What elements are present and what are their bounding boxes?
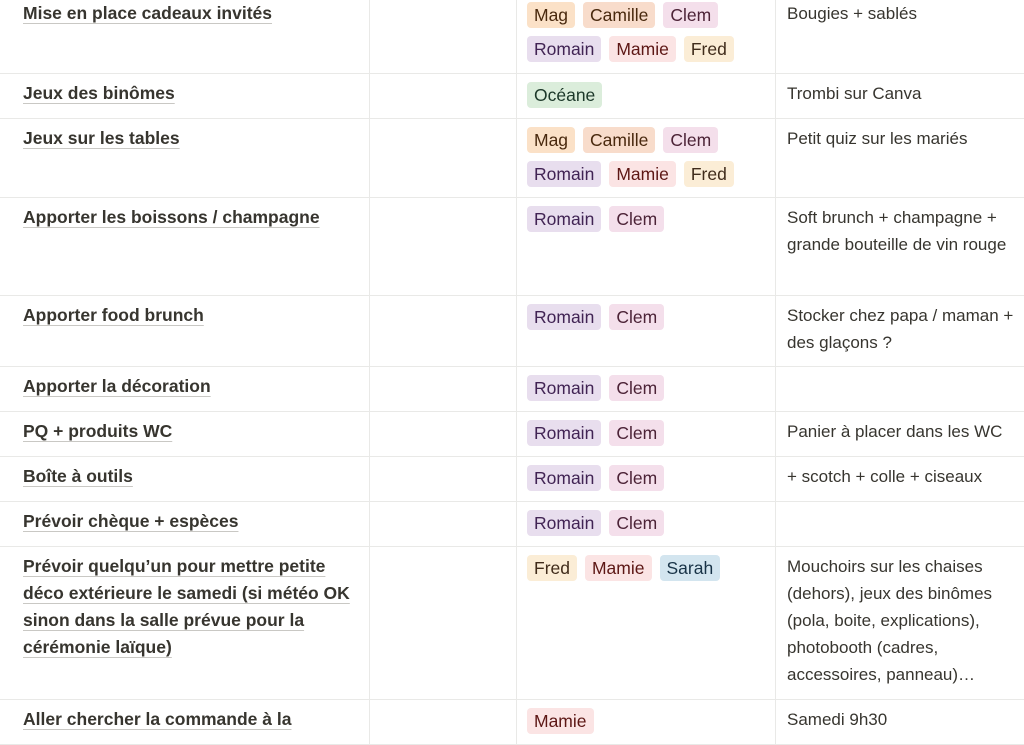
notes-text: Samedi 9h30: [787, 710, 888, 729]
notes-cell[interactable]: [776, 367, 1024, 411]
table-row[interactable]: [0, 367, 1024, 412]
person-tag[interactable]: Mag: [527, 127, 575, 153]
task-name-cell[interactable]: [0, 412, 370, 456]
task-name-cell[interactable]: [0, 547, 370, 699]
people-cell[interactable]: [517, 412, 776, 456]
notes-text: Petit quiz sur les mariés: [787, 129, 968, 148]
people-cell[interactable]: [517, 198, 776, 295]
notes-text: Trombi sur Canva: [787, 84, 922, 103]
person-tag[interactable]: Fred: [684, 36, 734, 62]
person-tag[interactable]: Mamie: [585, 555, 652, 581]
task-name-link[interactable]: Aller chercher la commande à la: [23, 709, 292, 729]
task-name-cell[interactable]: [0, 296, 370, 366]
task-name-cell[interactable]: [0, 457, 370, 501]
notes-text: Stocker chez papa / maman + des glaçons ?: [787, 306, 1014, 352]
notes-cell[interactable]: [776, 502, 1024, 546]
table-row[interactable]: [0, 547, 1024, 700]
notes-cell[interactable]: [776, 74, 1024, 118]
person-tag[interactable]: Clem: [609, 375, 664, 401]
empty-cell[interactable]: [370, 502, 517, 546]
task-name-cell[interactable]: [0, 367, 370, 411]
people-cell[interactable]: [517, 547, 776, 699]
notes-text: Bougies + sablés: [787, 4, 917, 23]
notes-cell[interactable]: [776, 457, 1024, 501]
table-row[interactable]: [0, 700, 1024, 745]
task-name-link[interactable]: Apporter food brunch: [23, 305, 204, 325]
table-row[interactable]: [0, 457, 1024, 502]
table-row[interactable]: [0, 296, 1024, 367]
people-cell[interactable]: [517, 296, 776, 366]
empty-cell[interactable]: [370, 547, 517, 699]
person-tag[interactable]: Romain: [527, 510, 601, 536]
person-tag[interactable]: Mamie: [527, 708, 594, 734]
task-name-cell[interactable]: [0, 502, 370, 546]
person-tag[interactable]: Clem: [609, 206, 664, 232]
person-tag[interactable]: Sarah: [660, 555, 721, 581]
table-row[interactable]: [0, 119, 1024, 198]
table-row[interactable]: [0, 0, 1024, 74]
notes-text: Mouchoirs sur les chaises (dehors), jeux des binômes (pola, boite, explications), photobooth (cadres, accessoires, panneau)…: [787, 557, 993, 684]
empty-cell[interactable]: [370, 119, 517, 197]
empty-cell[interactable]: [370, 367, 517, 411]
notes-cell[interactable]: [776, 198, 1024, 295]
table-row[interactable]: [0, 198, 1024, 296]
people-cell[interactable]: [517, 119, 776, 197]
empty-cell[interactable]: [370, 457, 517, 501]
people-cell[interactable]: [517, 0, 776, 73]
notes-text: Panier à placer dans les WC: [787, 422, 1003, 441]
task-name-cell[interactable]: [0, 74, 370, 118]
notes-text: Soft brunch + champagne + grande bouteille de vin rouge: [787, 208, 1007, 254]
person-tag[interactable]: Romain: [527, 206, 601, 232]
person-tag[interactable]: Clem: [663, 2, 718, 28]
notes-cell[interactable]: [776, 547, 1024, 699]
person-tag[interactable]: Mag: [527, 2, 575, 28]
table-row[interactable]: [0, 412, 1024, 457]
notes-cell[interactable]: [776, 119, 1024, 197]
people-cell[interactable]: [517, 367, 776, 411]
people-cell[interactable]: [517, 74, 776, 118]
table-row[interactable]: [0, 74, 1024, 119]
task-name-link[interactable]: PQ + produits WC: [23, 421, 173, 441]
person-tag[interactable]: Clem: [609, 304, 664, 330]
person-tag[interactable]: Romain: [527, 420, 601, 446]
task-name-link[interactable]: Boîte à outils: [23, 466, 133, 486]
person-tag[interactable]: Romain: [527, 375, 601, 401]
person-tag[interactable]: Mamie: [609, 36, 676, 62]
person-tag[interactable]: Clem: [609, 510, 664, 536]
empty-cell[interactable]: [370, 296, 517, 366]
task-name-cell[interactable]: [0, 0, 370, 73]
task-name-link[interactable]: Apporter les boissons / champagne: [23, 207, 320, 227]
empty-cell[interactable]: [370, 412, 517, 456]
task-name-cell[interactable]: [0, 700, 370, 744]
notes-text: + scotch + colle + ciseaux: [787, 467, 983, 486]
person-tag[interactable]: Fred: [684, 161, 734, 187]
person-tag[interactable]: Clem: [609, 465, 664, 491]
empty-cell[interactable]: [370, 74, 517, 118]
task-name-link[interactable]: Prévoir chèque + espèces: [23, 511, 239, 531]
people-cell[interactable]: [517, 700, 776, 744]
person-tag[interactable]: Clem: [609, 420, 664, 446]
person-tag[interactable]: Romain: [527, 36, 601, 62]
person-tag[interactable]: Romain: [527, 465, 601, 491]
person-tag[interactable]: Fred: [527, 555, 577, 581]
person-tag[interactable]: Mamie: [609, 161, 676, 187]
task-name-link[interactable]: Jeux des binômes: [23, 83, 175, 103]
notes-cell[interactable]: [776, 296, 1024, 366]
people-cell[interactable]: [517, 457, 776, 501]
person-tag[interactable]: Romain: [527, 161, 601, 187]
people-cell[interactable]: [517, 502, 776, 546]
empty-cell[interactable]: [370, 700, 517, 744]
task-name-link[interactable]: Apporter la décoration: [23, 376, 211, 396]
task-name-link[interactable]: Mise en place cadeaux invités: [23, 3, 273, 23]
notes-cell[interactable]: [776, 700, 1024, 744]
person-tag[interactable]: Camille: [583, 127, 655, 153]
task-name-cell[interactable]: [0, 198, 370, 295]
task-name-link[interactable]: Prévoir quelqu’un pour mettre petite déco extérieure le samedi (si météo OK sinon dans la salle prévue pour la cérémonie laïque): [23, 556, 350, 657]
person-tag[interactable]: Océane: [527, 82, 602, 108]
person-tag[interactable]: Clem: [663, 127, 718, 153]
task-name-cell[interactable]: [0, 119, 370, 197]
notes-cell[interactable]: [776, 412, 1024, 456]
notes-cell[interactable]: [776, 0, 1024, 73]
person-tag[interactable]: Camille: [583, 2, 655, 28]
task-name-link[interactable]: Jeux sur les tables: [23, 128, 180, 148]
empty-cell[interactable]: [370, 198, 517, 295]
empty-cell[interactable]: [370, 0, 517, 73]
person-tag[interactable]: Romain: [527, 304, 601, 330]
table-row[interactable]: [0, 502, 1024, 547]
